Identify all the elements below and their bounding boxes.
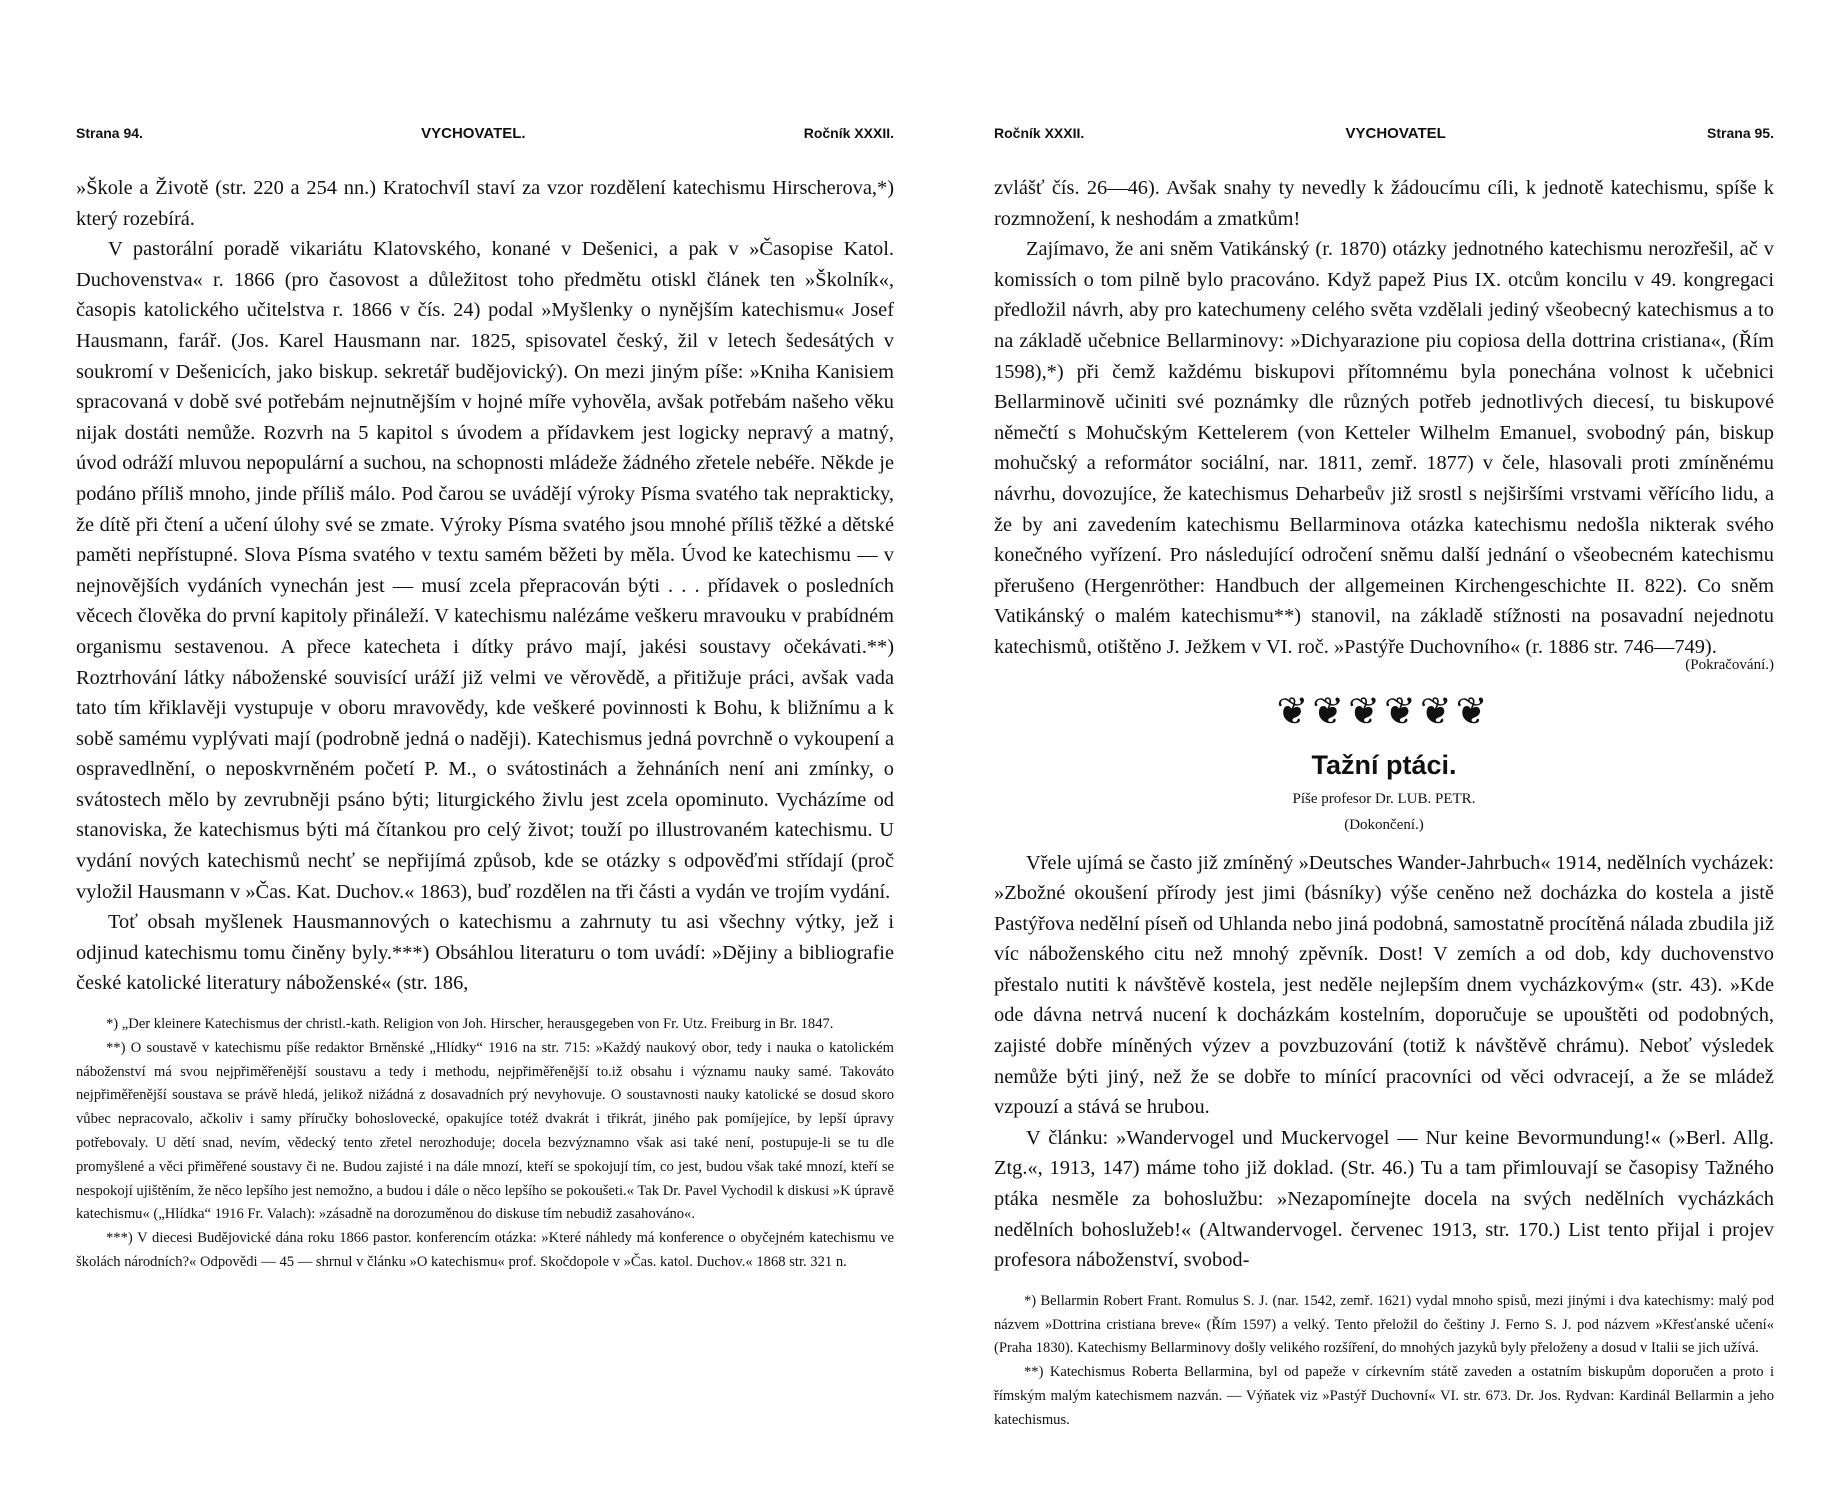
paragraph: V pastorální poradě vikariátu Klatovského, konané v Dešenici, a pak v »Časopise Katol. Duchovenstva« r. 1866 (pro časovost a důležitost toho předmětu otiskl článek ten »Školník«, časopis katolického učitelstva r. 1866 v čís. 24) podal »Myšlenky o nynějším katechismu« Josef Hausmann, farář. (Jos. Karel Hausmann nar. 1825, spisovatel český, žil v letech šedesátých v soukromí v Dešenicích, jako biskup. sekretář budějovický). On mezi jiným píše: »Kniha Kanisiem spracovaná v době své potřebám nejnutnějším v hojné míře vyhověla, avšak potřebám našeho věku nijak dostáti nemůže. Rozvrh na 5 kapitol s úvodem a přídavkem jest logicky nepravý a matný, úvod odráží mluvou nepopulární a suchou, na schopnosti mládeže žádného zřetele nebéře. Někde je podáno příliš mnoho, jinde příliš málo. Pod čarou se uvádějí výroky Písma svatého tak neprakticky, že dítě při čtení a učení úlohy své se zmate. Výroky Písma svatého jsou mnohé příliš těžké a dětské paměti nepřístupné. Slova Písma svatého v textu samém běžeti by měla. Úvod ke katechismu — v nejnovějších vydáních vynechán jest — musí zcela přepracován býti . . . přídavek o posledních věcech člověka do první kapitoly přináleží. V katechismu nalézáme veškeru mravouku v prabídném organismu sestavenou. A přece katecheta i dítky právo mají, jakési soustavy očekávati.**) Roztrhování látky náboženské souvisící uráží již velmi ve věrovědě, a přitižuje práci, avšak vada tato tím křiklavěji vystupuje v oboru mravovědy, kde veškeré povinnosti k Bohu, k bližnímu a k sobě samému vyplývati mají (podrobně jedná o naději). Katechismus jedná povrchně o vykoupení a ospravedlnění, o neposkvrněném početí P. M., o svátostinách a žehnáních není ani zmínky, o svátostech mělo by zevrubněji psáno býti; liturgického živlu jest zcela opominuto. Vycházíme od stanoviska, že katechismus býti má čítankou pro celý život; touží po illustrovaném katechismu. U vydání nových katechismů nechť se nepřijímá způsob, kde se otázky s odpověďmi střídají (proč vyložil Hausmann v »Čas. Kat. Duchov.« 1863), buď rozdělen na tři části a vydán ve trojím vydání. bbox=[76, 238, 894, 903]
paragraph: V článku: »Wandervogel und Muckervogel — Nur keine Bevormundung!« (»Berl. Allg. Ztg.«, 1913, 147) máme toho již doklad. (Str. 46.) Tu a tam přimlouvají se časopisy Tažného ptáka nesměle za bohoslužbu: »Nezapomínejte docela na svých nedělních vycházkách nedělních bohoslužeb!« (Altwandervogel. červenec 1913, str. 170.) List tento přijal i projev profesora náboženství, svobod- bbox=[994, 1126, 1774, 1272]
footnote: ***) V diecesi Budějovické dána roku 1866 pastor. konferencím otázka: »Které náhledy má konference o obyčejném katechismu ve školách národních?« Odpovědi — 45 — shrnul v článku »O katechismu« prof. Skočdopole v »Čas. katol. Duchov.« 1868 str. 321 n. bbox=[76, 1230, 894, 1270]
paragraph: zvlášť čís. 26—46). Avšak snahy ty nevedly k žádoucímu cíli, k jednotě katechismu, spíše k rozmnožení, k neshodám a zmatkům! bbox=[994, 177, 1774, 230]
left-page bbox=[76, 125, 894, 1275]
page-number: Strana 94. bbox=[76, 125, 143, 141]
paragraph: Vřele ujímá se často již zmíněný »Deutsches Wander-Jahrbuch« 1914, nedělních vycházek: »Zbožné okoušení přírody jest jimi (básníky) výše ceněno než docházka do kostela a jistě Pastýřova nedělní píseň od Uhlanda nebo jiná podobná, samostatně procítěná nálada zbudila již víc náboženského citu než mnohý zpěvník. Dost! V zemích a od dob, kdy duchovenstvo přestalo nutiti k návštěvě kostela, jest neděle nejlepším dnem vycházkovým« (str. 43). »Kde ode dávna netrvá nucení k docházkám kostelním, doporučuje se upouštěti od podobných, zajisté dobře míněných výzev a povzbuzování (totiž k návštěvě chrámu). Neboť výsledek nemůže býti jiný, než že se dobře to mínící pracovníci od věci odvracejí, a že se mládež vzpouzí a stává se hrubou. bbox=[994, 851, 1774, 1119]
right-page-header bbox=[994, 125, 1774, 155]
footnote: *) Bellarmin Robert Frant. Romulus S. J. (nar. 1542, zemř. 1621) vydal mnoho spisů, mezi jinými i dva katechismy: malý pod názvem »Dottrina cristiana breve« (Řím 1597) a velký. Tento přeložil do češtiny J. Ferno S. J. pod názvem »Křesťanské učení« (Praha 1830). Katechismy Bellarminovy došly velikého rozšíření, do mnohých jazyků byly přeloženy a dosud v Italii se jich užívá. bbox=[994, 1292, 1774, 1357]
volume-label: Ročník XXXII. bbox=[803, 125, 894, 141]
left-footnotes bbox=[76, 1013, 894, 1275]
right-page-body bbox=[994, 173, 1774, 1276]
continued-note: (Pokračování.) bbox=[1685, 656, 1774, 673]
footnote: **) Katechismus Roberta Bellarmina, byl od papeže v církevním státě zaveden a ostatním biskupům doporučen a proto i římským malým katechismem nazván. — Výňatek viz »Pastýř Duchovní« VI. str. 673. Dr. Jos. Rydvan: Kardinál Bellarmin a jeho katechismus. bbox=[994, 1364, 1774, 1428]
article-author: Píše profesor Dr. LUB. PETR. bbox=[1292, 790, 1476, 807]
ornament-divider: ❦❦❦❦❦❦ bbox=[1276, 690, 1492, 733]
footnote: *) „Der kleinere Katechismus der christl.-kath. Religion von Joh. Hirscher, herausgegeben von Fr. Utz. Freiburg in Br. 1847. bbox=[106, 1016, 834, 1033]
footnote: **) O soustavě v katechismu píše redaktor Brněnské „Hlídky“ 1916 na str. 715: »Každý naukový obor, tedy i nauka o katolickém náboženství má svou nejpřiměřenější soustavu a tedy i methodu, nejpřiměřenější to.iž obsahu i významu nauky samé. Takováto nejpřiměřenější soustava se právě hledá, jelikož nižádná z dosavadních prý nevyhovuje. O soustavnosti nauky katolické se dosud skoro vůbec nepracovalo, ačkoliv i samy příručky bohoslovecké, opakujíce totéž dvakrát i třikrát, jiného pak pomíjejíce, by lepší úpravy potřebovaly. U dětí snad, nevím, vědecký tento zřetel nerozhoduje; docela bezvýznamno však asi také není, postupuje-li se tu dle promyšlené a věci přiměřené soustavy či ne. Budou zajisté i na dále mnozí, kteří se spokojují tím, co jest, budou však také mnozí, kteří se nespokojí ujištěním, že něco lepšího jest nemožno, a budou i dále o něco lepšího se pokoušeti.« Tak Dr. Pavel Vychodil k diskusi »K úpravě katechismu« („Hlídka“ 1916 Fr. Valach): »zásadně na dorozuměnou do diskuse tím nebudiž zasahováno«. bbox=[76, 1039, 894, 1223]
left-page-header bbox=[76, 125, 894, 155]
journal-title: VYCHOVATEL bbox=[1345, 125, 1446, 142]
article-title: Tažní ptáci. bbox=[1311, 749, 1457, 780]
volume-label: Ročník XXXII. bbox=[994, 125, 1085, 141]
paragraph: Toť obsah myšlenek Hausmannových o katechismu a zahrnuty tu asi všechny výtky, jež i odjinud katechismu tomu činěny byly.***) Obsáhlou literaturu o tom uvádí: »Dějiny a bibliografie české katolické literatury náboženské« (str. 186, bbox=[76, 911, 894, 995]
paragraph: »Škole a Životě (str. 220 a 254 nn.) Kratochvíl staví za vzor rozdělení katechismu Hirscherova,*) který rozebírá. bbox=[76, 177, 894, 230]
article-subtitle: (Dokončení.) bbox=[1344, 816, 1424, 833]
right-footnotes bbox=[994, 1290, 1774, 1433]
left-page-body bbox=[76, 173, 894, 999]
paragraph: Zajímavo, že ani sněm Vatikánský (r. 1870) otázky jednotného katechismu nerozřešil, ač v komissích o tom pilně bylo pracováno. Když papež Pius IX. otcům koncilu v 49. kongregaci předložil návrh, aby pro katechumeny celého světa vzdělali jediný všeobecný katechismus a to na základě učebnice Bellarminovy: »Dichyarazione piu copiosa della dottrina cristiana«, (Řím 1598),*) při čemž každému biskupovi přítomnému byla ponechána volnost k učebnici Bellarminově učiniti své poznámky dle různých potřeb jednotlivých diecesí, tu biskupové němečtí s Mohučským Kettelerem (von Ketteler Wilhelm Emanuel, svobodný pán, biskup mohučský a reformátor sociální, nar. 1811, zemř. 1877) v čele, hlasovali proti zmíněnému návrhu, dovozujíce, že katechismus Deharbeův již srostl s nejširšími vrstvami věřícího lidu, a že by ani zavedením katechismu Bellarminova otázka katechismu nedošla nikterak svého konečného vyřízení. Pro následující odročení sněmu další jednání o všeobecném katechismu přerušeno (Hergenröther: Handbuch der allgemeinen Kirchengeschichte II. 822). Co sněm Vatikánský o malém katechismu**) stanovil, na základě stížnosti na posavadní nejednotu katechismů, otištěno J. Ježkem v VI. roč. »Pastýře Duchovního« (r. 1886 str. 746—749). bbox=[994, 238, 1774, 658]
journal-title: VYCHOVATEL. bbox=[421, 125, 526, 142]
page-number: Strana 95. bbox=[1707, 125, 1774, 141]
right-page bbox=[994, 125, 1774, 1433]
